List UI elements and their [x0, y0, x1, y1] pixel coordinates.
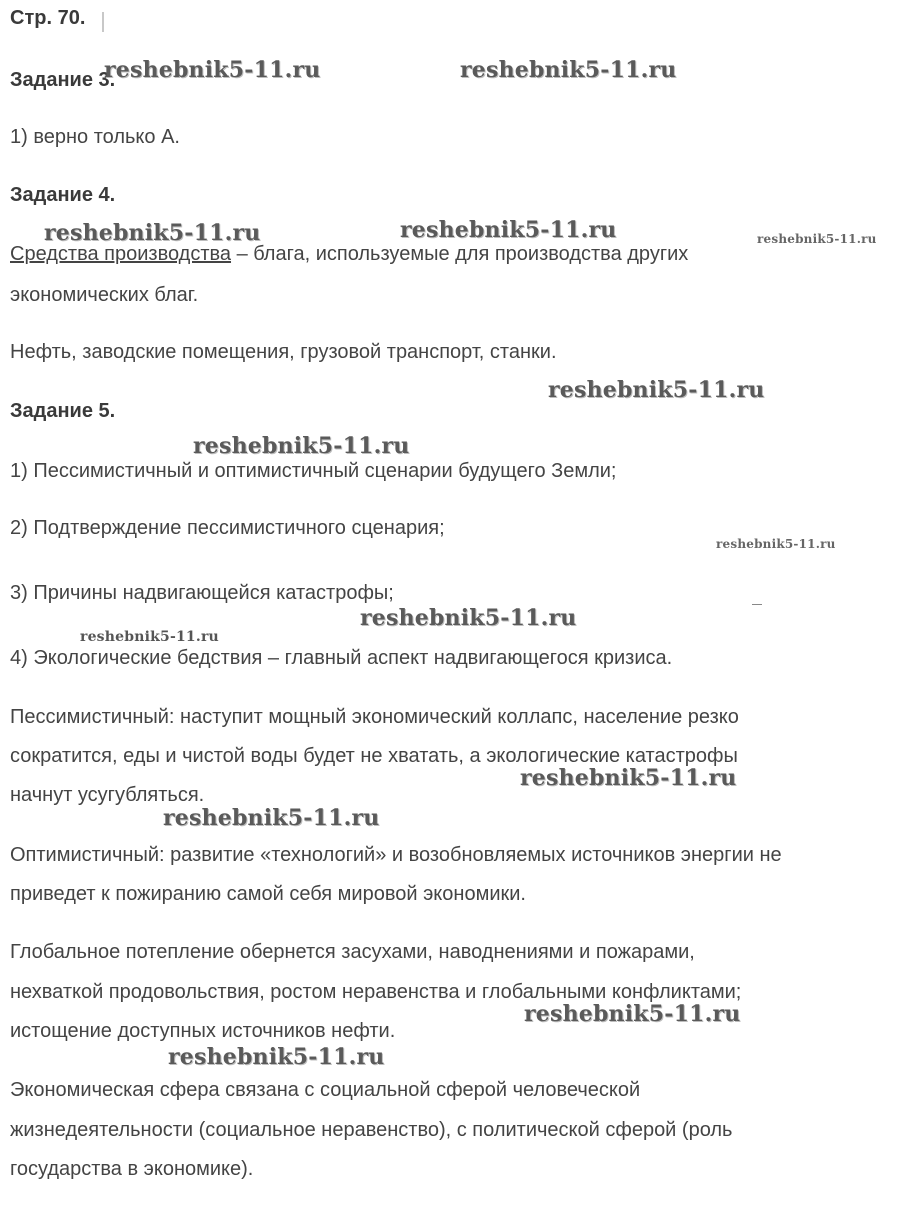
- optimistic-line: приведет к пожиранию самой себя мировой экономики.: [10, 883, 526, 905]
- task-5-item: 1) Пессимистичный и оптимистичный сценарии будущего Земли;: [10, 460, 617, 482]
- warming-line: истощение доступных источников нефти.: [10, 1020, 396, 1042]
- watermark: reshebnik5-11.ru: [460, 57, 677, 83]
- pessimistic-line: Пессимистичный: наступит мощный экономический коллапс, население резко: [10, 706, 739, 728]
- watermark: reshebnik5-11.ru: [520, 765, 737, 791]
- text-cursor: [102, 12, 104, 32]
- task-5-item: 2) Подтверждение пессимистичного сценария;: [10, 517, 445, 539]
- watermark: reshebnik5-11.ru: [168, 1044, 385, 1070]
- warming-line: нехваткой продовольствия, ростом неравенства и глобальными конфликтами;: [10, 981, 742, 1003]
- watermark: reshebnik5-11.ru: [548, 377, 765, 403]
- watermark: reshebnik5-11.ru: [757, 232, 877, 246]
- watermark: reshebnik5-11.ru: [104, 57, 321, 83]
- task-5-item: 4) Экологические бедствия – главный аспект надвигающегося кризиса.: [10, 647, 673, 669]
- task-5-item: 3) Причины надвигающейся катастрофы;: [10, 582, 394, 604]
- warming-line: Глобальное потепление обернется засухами, наводнениями и пожарами,: [10, 941, 695, 963]
- pessimistic-line: начнут усугубляться.: [10, 784, 205, 806]
- economy-line: Экономическая сфера связана с социальной сферой человеческой: [10, 1079, 641, 1101]
- page-label: Стр. 70.: [10, 7, 86, 29]
- watermark: reshebnik5-11.ru: [80, 629, 219, 645]
- watermark: reshebnik5-11.ru: [44, 220, 261, 246]
- economy-line: государства в экономике).: [10, 1158, 254, 1180]
- task-4-term: Средства производства: [10, 243, 232, 265]
- watermark: reshebnik5-11.ru: [163, 805, 380, 831]
- task-4-definition-line-2: экономических благ.: [10, 284, 199, 306]
- watermark: reshebnik5-11.ru: [716, 537, 836, 551]
- economy-line: жизнедеятельности (социальное неравенство), с политической сферой (роль: [10, 1119, 733, 1141]
- watermark: reshebnik5-11.ru: [193, 433, 410, 459]
- pessimistic-line: сократится, еды и чистой воды будет не хватать, а экологические катастрофы: [10, 745, 738, 767]
- watermark: reshebnik5-11.ru: [524, 1001, 741, 1027]
- watermark: reshebnik5-11.ru: [360, 605, 577, 631]
- stray-dash: [752, 604, 762, 605]
- task-3-title: Задание 3.: [10, 69, 116, 91]
- task-3-answer: 1) верно только А.: [10, 126, 180, 148]
- task-4-examples: Нефть, заводские помещения, грузовой транспорт, станки.: [10, 341, 557, 363]
- task-4-definition: – блага, используемые для производства других: [231, 243, 689, 265]
- task-4-title: Задание 4.: [10, 184, 116, 206]
- task-5-title: Задание 5.: [10, 400, 116, 422]
- watermark: reshebnik5-11.ru: [400, 217, 617, 243]
- optimistic-line: Оптимистичный: развитие «технологий» и возобновляемых источников энергии не: [10, 844, 782, 866]
